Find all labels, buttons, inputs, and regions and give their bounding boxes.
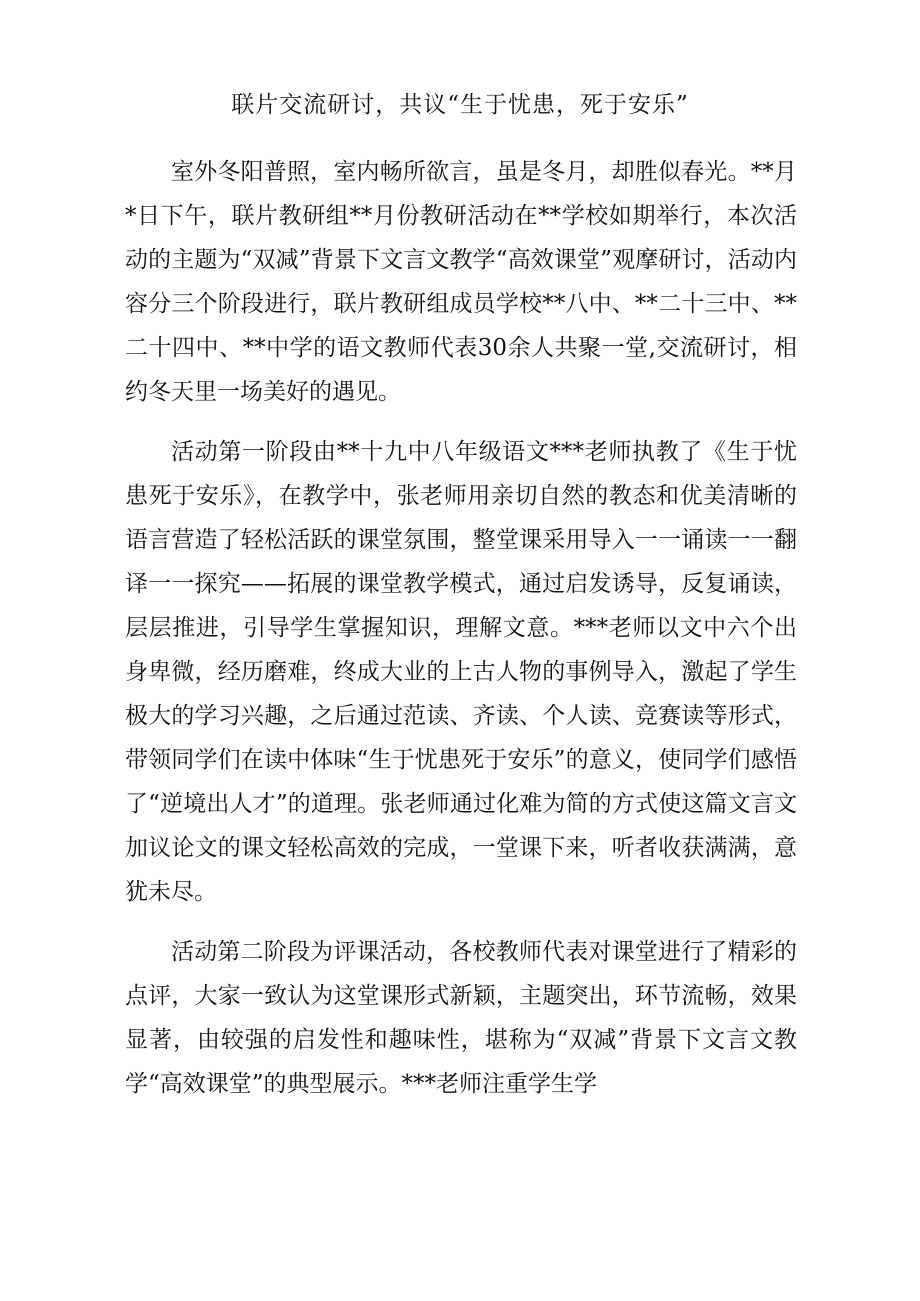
document-body — [125, 150, 797, 1106]
paragraph-3: 活动第二阶段为评课活动，各校教师代表对课堂进行了精彩的点评，大家一致认为这堂课形式新颖，主题突出，环节流畅，效果显著，由较强的启发性和趣味性，堪称为“双减”背景下文言文教学“高效课堂”的典型展示。***老师注重学生学 — [125, 939, 797, 1097]
paragraph-1: 室外冬阳普照，室内畅所欲言，虽是冬月，却胜似春光。**月*日下午，联片教研组**月份教研活动在**学校如期举行，本次活动的主题为“双减”背景下文言文教学“高效课堂”观摩研讨，活动内容分三个阶段进行，联片教研组成员学校**八中、**二十三中、**二十四中、**中学的语文教师代表30余人共聚一堂,交流研讨，相约冬天里一场美好的遇见。 — [125, 159, 797, 405]
document-title: 联片交流研讨，共议“生于忧患，死于安乐” — [231, 92, 689, 118]
paragraph-2: 活动第一阶段由**十九中八年级语文***老师执教了《生于忧患死于安乐》，在教学中，张老师用亲切自然的教态和优美清晰的语言营造了轻松活跃的课堂氛围，整堂课采用导入一一诵读一一翻译一一探究——拓展的课堂教学模式，通过启发诱导，反复诵读，层层推进，引导学生掌握知识，理解文意。***老师以文中六个出身卑微，经历磨难，终成大业的上古人物的事例导入，激起了学生极大的学习兴趣，之后通过范读、齐读、个人读、竞赛读等形式，带领同学们在读中体味“生于忧患死于安乐”的意义，使同学们感悟了“逆境出人才”的道理。张老师通过化难为简的方式使这篇文言文加议论文的课文轻松高效的完成，一堂课下来，听者收获满满，意犹未尽。 — [125, 439, 797, 905]
